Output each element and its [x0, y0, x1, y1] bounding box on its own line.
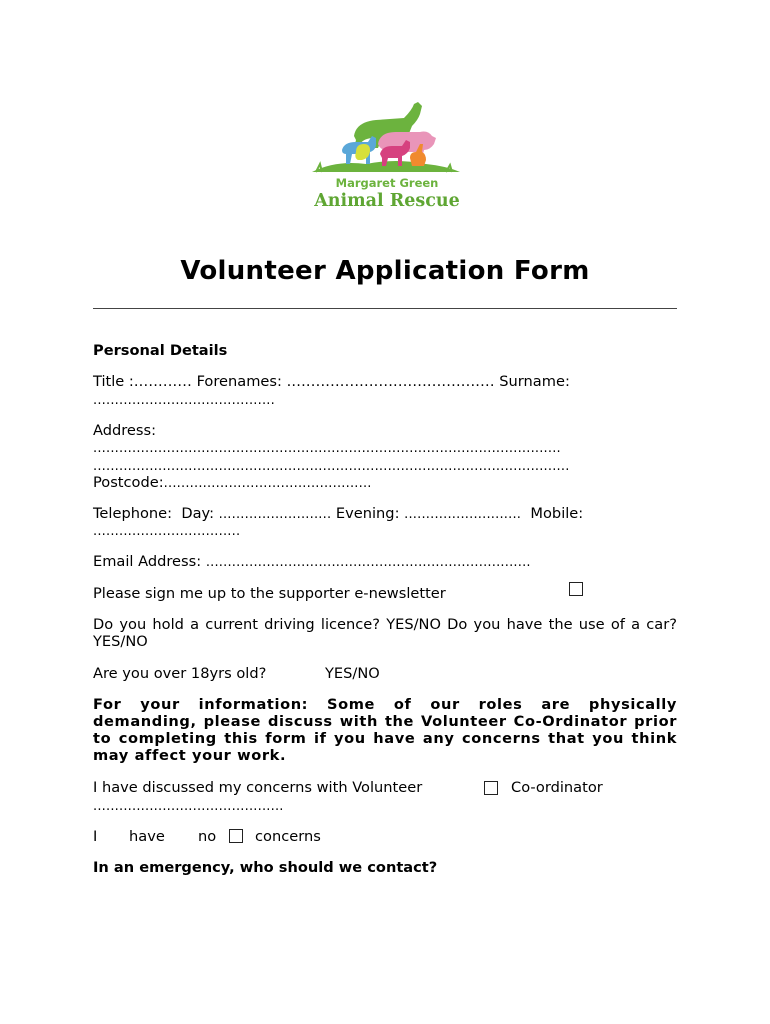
evening-phone-field[interactable]: ...........................: [404, 507, 522, 522]
no-concerns-no: no: [198, 828, 217, 845]
concerns-discussed-checkbox[interactable]: [484, 781, 498, 795]
day-phone-field[interactable]: ..........................: [218, 507, 332, 522]
no-concerns-checkbox[interactable]: [229, 829, 243, 843]
forenames-label: Forenames:: [196, 373, 282, 390]
name-line: [93, 373, 570, 390]
emergency-contact-heading: In an emergency, who should we contact?: [93, 859, 438, 876]
logo-text-animal-rescue: Animal Rescue: [314, 191, 460, 211]
animals-logo-icon: [296, 86, 478, 178]
email-line: [93, 553, 531, 571]
telephone-label: Telephone:: [93, 505, 173, 522]
concerns-discussed-field[interactable]: ............................................: [93, 799, 284, 814]
email-label: Email Address:: [93, 553, 202, 570]
email-field[interactable]: ...........................................................................: [205, 555, 531, 570]
address-field-line-2[interactable]: ..............................................................................................................: [93, 459, 570, 474]
title-field[interactable]: ............: [133, 373, 192, 390]
no-concerns-label: concerns: [255, 828, 321, 845]
logo: [296, 86, 478, 224]
address-label: Address:: [93, 422, 157, 439]
over-18-answer[interactable]: YES/NO: [325, 665, 380, 682]
section-heading-personal-details: Personal Details: [93, 342, 228, 359]
newsletter-checkbox[interactable]: [569, 582, 583, 596]
telephone-line: [93, 505, 583, 523]
mobile-label: Mobile:: [530, 505, 584, 522]
coordinator-label: Co-ordinator: [511, 779, 603, 796]
surname-field[interactable]: ..........................................: [93, 393, 275, 408]
page-title: Volunteer Application Form: [180, 256, 590, 286]
title-label: Title :: [93, 373, 134, 390]
address-field-line-1[interactable]: ............................................................................................................: [93, 441, 561, 456]
postcode-field[interactable]: ................................................: [163, 476, 372, 491]
concerns-discussed-label: I have discussed my concerns with Volunteer: [93, 779, 423, 796]
title-divider: [93, 308, 677, 309]
day-label: Day:: [181, 505, 214, 522]
info-notice: For your information: Some of our roles are physically demanding, please discuss with the Volunteer Co-Ordinator prior to completing this form if you have any concerns that you think may affect your work.: [93, 696, 677, 764]
mobile-phone-field[interactable]: ..................................: [93, 524, 241, 539]
newsletter-label: Please sign me up to the supporter e-newsletter: [93, 585, 446, 602]
forenames-field[interactable]: ...........................................: [286, 373, 495, 390]
postcode-label: Postcode:: [93, 474, 164, 491]
surname-label: Surname:: [499, 373, 570, 390]
evening-label: Evening:: [335, 505, 400, 522]
logo-text-margaret-green: Margaret Green: [335, 176, 439, 190]
postcode-line: [93, 474, 372, 492]
over-18-label: Are you over 18yrs old?: [93, 665, 267, 682]
driving-licence-question: Do you hold a current driving licence? YES/NO Do you have the use of a car? YES/NO: [93, 616, 677, 650]
no-concerns-i: I: [93, 828, 98, 845]
no-concerns-have: have: [129, 828, 165, 845]
